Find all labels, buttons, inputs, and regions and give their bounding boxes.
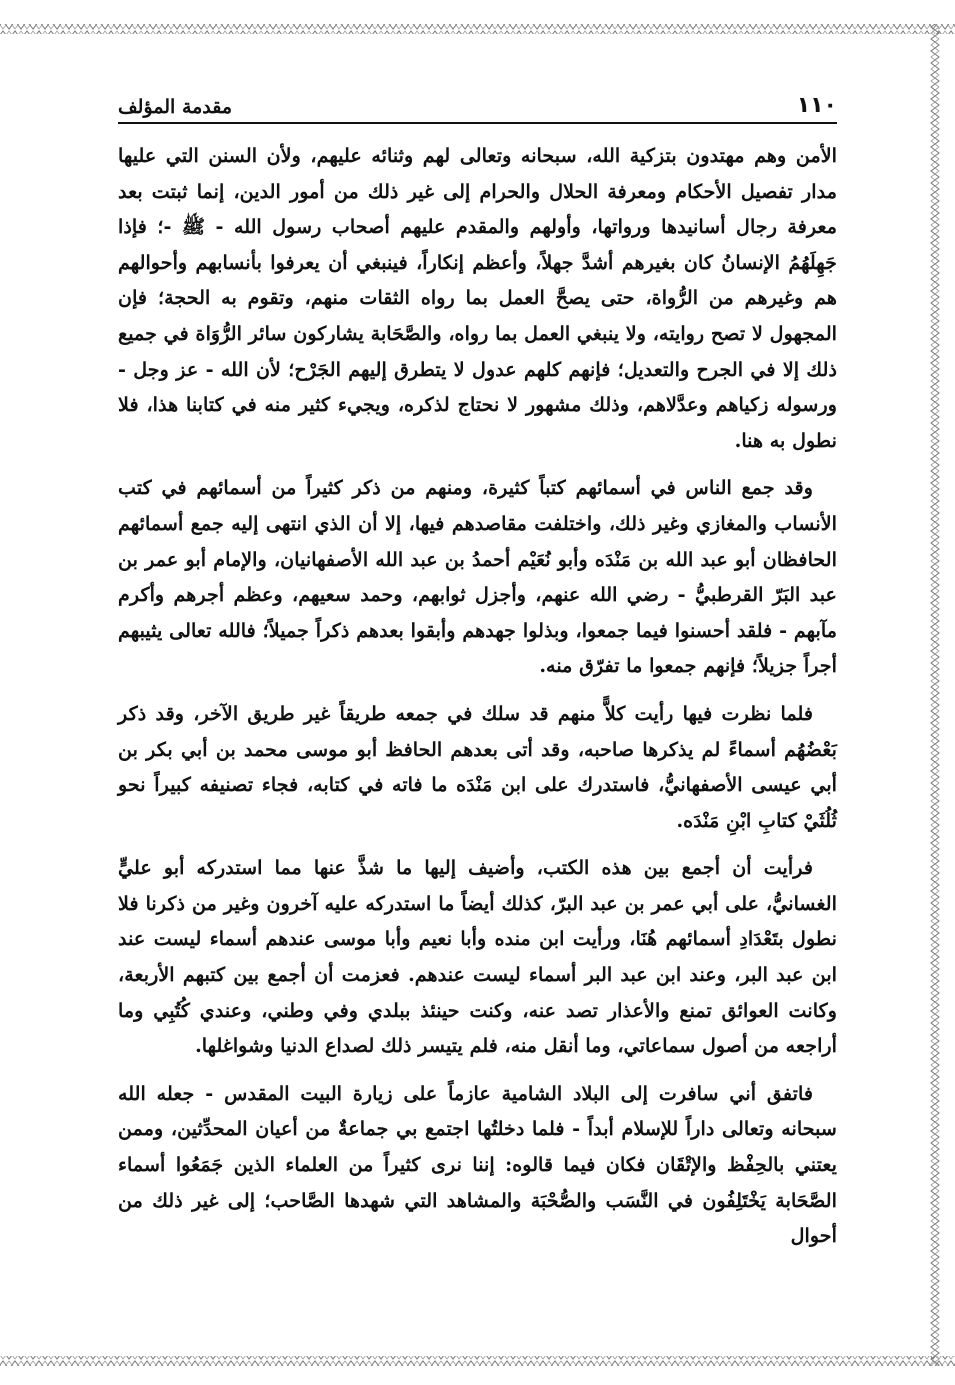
body-text	[118, 138, 837, 1254]
paragraph: فرأيت أن أجمع بين هذه الكتب، وأضيف إليها ما شذَّ عنها مما استدركه أبو عليٍّ الغسانيُّ، على أبي عمر بن عبد البرّ، كذلك أيضاً ما استدركه عليه آخرون وغير من ذكرنا فلا نطول بتَعْدَادِ أسمائهم هُنَا، ورأيت ابن منده وأبا نعيم وأبا موسى عندهم أسماء ليست عند ابن عبد البر، وعند ابن عبد البر أسماء ليست عندهم. فعزمت أن أجمع بين كتبهم الأربعة، وكانت العوائق تمنع والأعذار تصد عنه، وكنت حينئذ ببلدي وفي وطني، وعندي كُتُبِي وما أراجعه من أصول سماعاتي، وما أنقل منه، فلم يتيسر ذلك لصداع الدنيا وشواغلها.	[118, 856, 837, 1058]
paragraph: وقد جمع الناس في أسمائهم كتباً كثيرة، ومنهم من ذكر كثيراً من أسمائهم في كتب الأنساب والمغازي وغير ذلك، واختلفت مقاصدهم فيها، إلا أن الذي انتهى إليه جمع أسمائهم الحافظان أبو عبد الله بن مَنْدَه وأبو نُعَيْم أحمدُ بن عبد الله الأصفهانيان، والإمام أبو عمر بن عبد البَرّ القرطبيُّ - رضي الله عنهم، وأجزل ثوابهم، وحمد سعيهم، وعظم أجرهم وأكرم مآبهم - فلقد أحسنوا فيما جمعوا، وبذلوا جهدهم وأبقوا بعدهم ذكراً جميلاً؛ فالله تعالى يثيبهم أجراً جزيلاً؛ فإنهم جمعوا ما تفرّق منه.	[118, 476, 837, 678]
paragraph: الأمن وهم مهتدون بتزكية الله، سبحانه وتعالى لهم وثنائه عليهم، ولأن السنن التي عليها مدار تفصيل الأحكام ومعرفة الحلال والحرام إلى غير ذلك من أمور الدين، إنما ثبتت بعد معرفة رجال أسانيدها ورواتها، وأولهم والمقدم عليهم أصحاب رسول الله - ﷺ -؛ فإذا جَهِلَهُمُ الإنسانُ كان بغيرهم أشدَّ جهلاً، وأعظم إنكاراً، فينبغي أن يعرفوا بأنسابهم وأحوالهم هم وغيرهم من الرُّواة، حتى يصحَّ العمل بما رواه الثقات منهم، وتقوم به الحجة؛ فإن المجهول لا تصح روايته، ولا ينبغي العمل بما رواه، والصَّحَابة يشاركون سائر الرُّوَاة في جميع ذلك إلا في الجرح والتعديل؛ فإنهم كلهم عدول لا يتطرق إليهم الجَرْح؛ لأن الله - عز وجل - ورسوله زكياهم وعدَّلاهم، وذلك مشهور لا نحتاج لذكره، ويجيء كثير منه في كتابنا هذا، فلا نطول به هنا.	[118, 144, 837, 452]
page-number: ١١٠	[796, 93, 837, 118]
border-bottom	[0, 1356, 955, 1366]
page-header	[118, 92, 837, 124]
border-top	[0, 24, 955, 34]
paragraph: فلما نظرت فيها رأيت كلاًّ منهم قد سلك في جمعه طريقاً غير طريق الآخر، وقد ذكر بَعْضُهُم أسماءً لم يذكرها صاحبه، وقد أتى بعدهم الحافظ أبو موسى محمد بن أبي بكر بن أبي عيسى الأصفهانيُّ، فاستدرك على ابن مَنْدَه ما فاته في كتابه، فجاء تصنيفه كبيراً نحو ثُلُثَيْ كتابِ ابْنِ مَنْدَه.	[118, 701, 837, 832]
border-right	[930, 24, 940, 1366]
paragraph: فاتفق أني سافرت إلى البلاد الشامية عازماً على زيارة البيت المقدس - جعله الله سبحانه وتعالى داراً للإسلام أبداً - فلما دخلتُها اجتمع بي جماعةٌ من أعيان المحدِّثين، وممن يعتني بالحِفْظ والإتْقَان فكان فيما قالوه: إننا نرى كثيراً من العلماء الذين جَمَعُوا أسماء الصَّحَابة يَخْتَلِفُون في النَّسَب والصُّحْبَة والمشاهد التي شهدها الصَّاحب؛ إلى غير ذلك من أحوال	[118, 1081, 837, 1248]
running-title: مقدمة المؤلف	[118, 96, 233, 118]
